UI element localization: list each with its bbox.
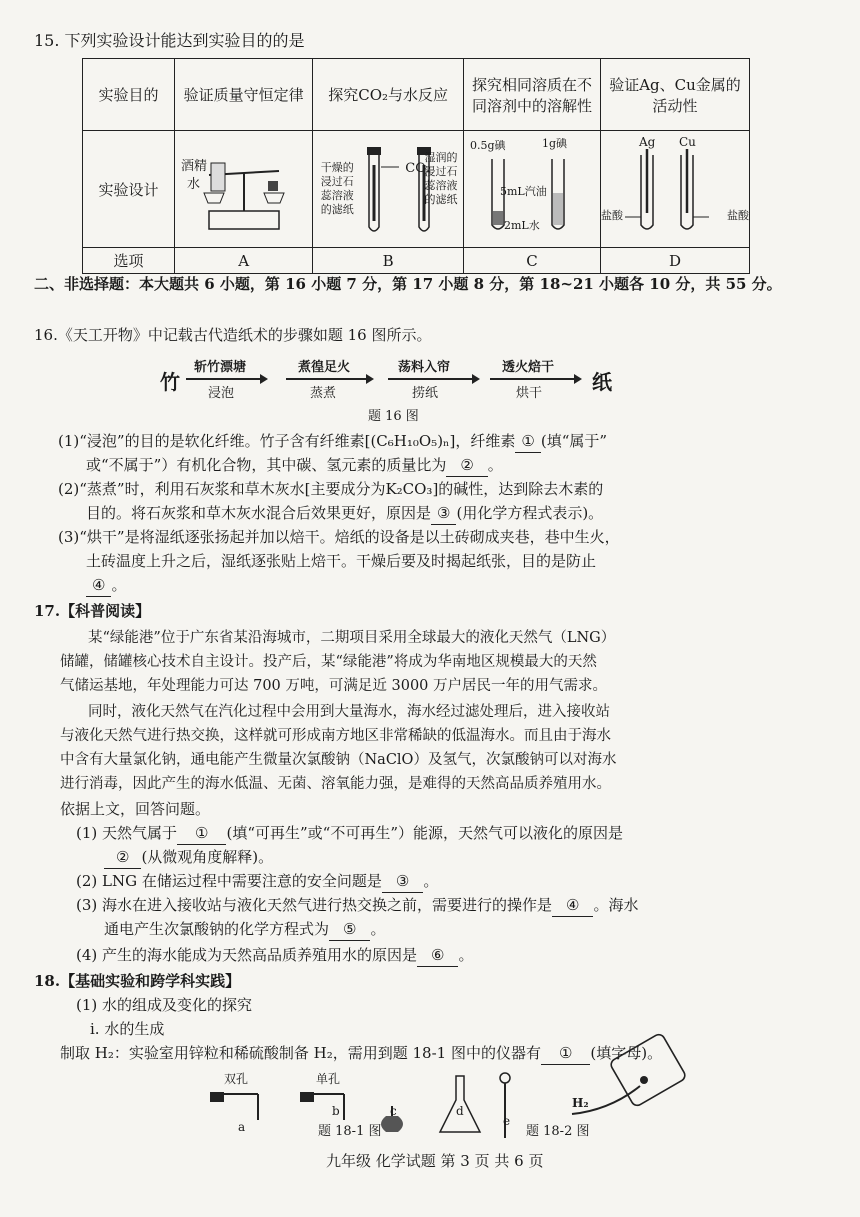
q16-p1-line1: (1)“浸泡”的目的是软化纤维。竹子含有纤维素[(C₆H₁₀O₅)ₙ]，纤维素 ① (填“属于” xyxy=(58,430,607,453)
apparatus-b: b xyxy=(332,1104,340,1118)
metal-activity-diagram xyxy=(605,133,745,241)
q17-para1-line3: 气储运基地，年处理能力可达 700 万吨，可满足近 3000 万户居民一年的用气需求。 xyxy=(60,678,608,694)
q17-blank-5: ⑤ xyxy=(329,918,370,941)
step2-arrow xyxy=(286,378,372,380)
option-b: B xyxy=(313,248,464,274)
purpose-a: 验证质量守恒定律 xyxy=(174,59,312,131)
label-acid-2: 盐酸 xyxy=(727,209,749,222)
q18-subsubtitle: i. 水的生成 xyxy=(90,1020,165,1038)
row-label-option: 选项 xyxy=(83,248,175,274)
apparatus-c: c xyxy=(390,1104,397,1118)
fig-18-1-caption: 题 18-1 图 xyxy=(318,1124,382,1139)
q16-p3-line2: 土砖温度上升之后，湿纸逐张贴上焙干。干燥后要及时揭起纸张，目的是防止 xyxy=(86,552,597,570)
step2-bottom: 蒸煮 xyxy=(310,386,337,401)
row-label-design: 实验设计 xyxy=(83,131,175,248)
label-gasoline: 5mL汽油 xyxy=(499,185,547,198)
q16-blank-3: ③ xyxy=(431,502,456,525)
step4-arrow xyxy=(490,378,580,380)
q15-table xyxy=(82,58,750,274)
label-water: 水 xyxy=(186,177,200,192)
q17-q4: (4) 产生的海水能成为天然高品质养殖用水的原因是 ⑥ 。 xyxy=(76,944,474,967)
label-cu: Cu xyxy=(678,135,696,149)
label-water-2ml: 2mL水 xyxy=(503,219,540,232)
label-acid-1: 盐酸 xyxy=(600,209,623,222)
q17-blank-1: ① xyxy=(177,822,226,845)
q17-blank-4: ④ xyxy=(552,894,593,917)
q17-para2-line4: 进行消毒，因此产生的海水低温、无菌、溶氧能力强，是难得的天然高品质养殖用水。 xyxy=(60,776,611,792)
q16-p2-line1: (2)“蒸煮”时，利用石灰浆和草木灰水[主要成分为K₂CO₃]的碱性，达到除去木素的 xyxy=(58,480,604,498)
design-c-tubes xyxy=(463,131,600,248)
q18-stem: 18.【基础实验和跨学科实践】 xyxy=(34,972,241,990)
design-d-tubes xyxy=(600,131,749,248)
step1-arrow xyxy=(186,378,266,380)
q17-stem: 17.【科普阅读】 xyxy=(34,602,151,620)
q17-q1-line1: (1) 天然气属于 ① (填“可再生”或“不可再生”）能源，天然气可以液化的原因是 xyxy=(76,822,623,845)
q16-p3-line3: ④ 。 xyxy=(86,574,126,597)
apparatus-a: a xyxy=(238,1120,246,1134)
purpose-d: 验证Ag、Cu金属的活动性 xyxy=(600,59,749,131)
page-footer: 九年级 化学试题 第 3 页 共 6 页 xyxy=(326,1152,544,1170)
label-iodine-1: 1g碘 xyxy=(541,137,568,150)
step4-bottom: 烘干 xyxy=(516,386,543,401)
label-single-hole: 单孔 xyxy=(316,1072,341,1086)
q16-p2-line2: 目的。将石灰浆和草木灰水混合后效果更好，原因是 ③ (用化学方程式表示)。 xyxy=(86,502,603,525)
q17-para2-line2: 与液化天然气进行热交换，这样就可形成南方地区非常稀缺的低温海水。而且由于海水 xyxy=(60,728,611,744)
purpose-b: 探究CO₂与水反应 xyxy=(313,59,464,131)
q16-fig-caption: 题 16 图 xyxy=(368,409,419,424)
option-a: A xyxy=(174,248,312,274)
step1-top: 斩竹漂塘 xyxy=(194,360,247,375)
balance-diagram xyxy=(184,133,304,241)
label-iodine-05: 0.5g碘 xyxy=(469,139,506,152)
label-dry-paper: 干燥的浸过石蕊溶液的滤纸 xyxy=(320,161,354,216)
label-double-hole: 双孔 xyxy=(224,1072,249,1086)
step1-bottom: 浸泡 xyxy=(208,386,235,401)
q18-subtitle: (1) 水的组成及变化的探究 xyxy=(76,996,253,1014)
q17-q2: (2) LNG 在储运过程中需要注意的安全问题是 ③ 。 xyxy=(76,870,438,893)
q17-para1-line1: 某“绿能港”位于广东省某沿海城市，二期项目采用全球最大的液化天然气（LNG） xyxy=(88,630,616,646)
apparatus-e: e xyxy=(503,1114,511,1128)
row-label-purpose: 实验目的 xyxy=(83,59,175,131)
fig-18-2-drawing xyxy=(570,1030,710,1120)
option-c: C xyxy=(463,248,600,274)
q15-stem: 15. 下列实验设计能达到实验目的的是 xyxy=(34,31,305,50)
label-co2: CO₂ xyxy=(405,161,432,176)
section-2-heading: 二、非选择题：本大题共 6 小题，第 16 小题 7 分，第 17 小题 8 分，第 18~21 小题各 10 分，共 55 分。 xyxy=(34,275,782,293)
option-d: D xyxy=(600,248,749,274)
step3-top: 荡料入帘 xyxy=(398,360,451,375)
q16-flow-diagram xyxy=(160,356,620,406)
label-h2: H₂ xyxy=(572,1096,589,1110)
apparatus-d: d xyxy=(456,1104,464,1118)
q16-blank-4: ④ xyxy=(86,574,111,597)
q16-blank-1: ① xyxy=(515,430,540,453)
flow-start: 竹 xyxy=(160,370,180,394)
step4-top: 透火焙干 xyxy=(502,360,555,375)
step2-top: 煮徨足火 xyxy=(298,360,351,375)
q17-q1-line2: ② (从微观角度解释)。 xyxy=(104,846,273,869)
q17-para1-line2: 储罐，储罐核心技术自主设计。投产后，某“绿能港”将成为华南地区规模最大的天然 xyxy=(60,654,597,670)
step3-arrow xyxy=(388,378,478,380)
q17-blank-6: ⑥ xyxy=(417,944,458,967)
q16-blank-2: ② xyxy=(446,454,487,477)
purpose-c: 探究相同溶质在不同溶剂中的溶解性 xyxy=(463,59,600,131)
design-b-tubes xyxy=(313,131,464,248)
q17-para2-line1: 同时，液化天然气在汽化过程中会用到大量海水，海水经过滤处理后，进入接收站 xyxy=(88,704,610,720)
q17-lead: 依据上文，回答问题。 xyxy=(60,800,211,818)
design-a-balance xyxy=(174,131,312,248)
q17-q3-line1: (3) 海水在进入接收站与液化天然气进行热交换之前，需要进行的操作是 ④ 。海水 xyxy=(76,894,639,917)
label-alcohol: 酒精 xyxy=(180,159,207,174)
q17-blank-2: ② xyxy=(104,846,141,869)
q17-blank-3: ③ xyxy=(382,870,423,893)
step3-bottom: 捞纸 xyxy=(412,386,439,401)
q18-line: 制取 H₂：实验室用锌粒和稀硫酸制备 H₂，需用到题 18-1 图中的仪器有 ① (填字母)。 xyxy=(60,1042,662,1065)
q16-p3-line1: (3)“烘干”是将湿纸逐张扬起并加以焙干。焙纸的设备是以土砖砌成夹巷，巷中生火， xyxy=(58,528,620,546)
q16-p1-line2: 或“不属于”）有机化合物，其中碳、氢元素的质量比为 ② 。 xyxy=(86,454,503,477)
label-wet-paper: 湿润的浸过石蕊溶液的滤纸 xyxy=(424,151,458,206)
flow-end: 纸 xyxy=(592,370,612,394)
q17-q3-line2: 通电产生次氯酸钠的化学方程式为 ⑤ 。 xyxy=(104,918,385,941)
q18-blank-1: ① xyxy=(541,1042,590,1065)
label-ag: Ag xyxy=(638,135,656,149)
q16-stem: 16.《天工开物》中记载古代造纸术的步骤如题 16 图所示。 xyxy=(34,326,432,344)
fig-18-2-caption: 题 18-2 图 xyxy=(526,1124,590,1139)
q17-para2-line3: 中含有大量氯化钠，通电能产生微量次氯酸钠（NaClO）及氢气，次氯酸钠可以对海水 xyxy=(60,752,617,768)
